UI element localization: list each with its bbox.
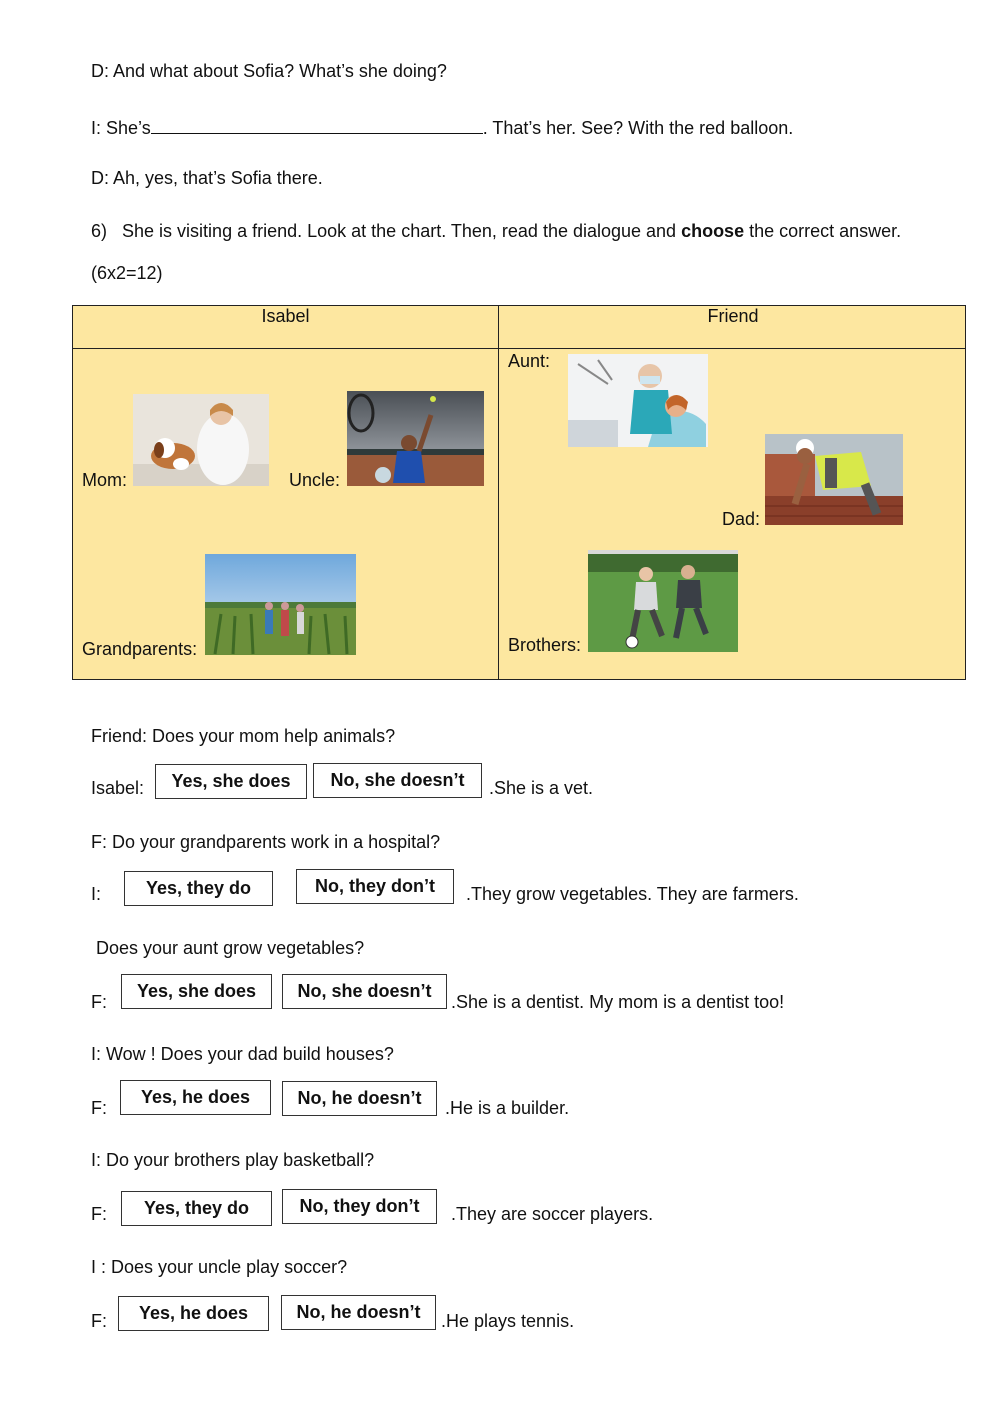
label-mom: Mom: — [82, 470, 127, 490]
builder-photo — [765, 434, 903, 525]
speaker-label: F: — [91, 1098, 107, 1118]
label-dad: Dad: — [722, 509, 761, 529]
option-no-button[interactable]: No, he doesn’t — [282, 1081, 437, 1116]
task-instruction — [91, 221, 901, 242]
task-number: 6) — [91, 221, 108, 241]
soccer-photo — [588, 550, 738, 652]
task-points: (6x2=12) — [91, 263, 163, 283]
family-jobs-chart — [72, 305, 966, 680]
question-aunt: Does your aunt grow vegetables? — [96, 938, 365, 958]
option-yes-button[interactable]: Yes, they do — [124, 871, 273, 906]
answer-suffix: . That’s her. See? With the red balloon. — [482, 118, 794, 138]
option-yes-button[interactable]: Yes, she does — [121, 974, 272, 1009]
answer-blank[interactable] — [151, 115, 483, 134]
speaker-label: F: — [91, 1311, 107, 1331]
option-no-button[interactable]: No, she doesn’t — [282, 974, 447, 1009]
answer-prefix: I: She’s — [91, 118, 151, 138]
chart-header-isabel: Isabel — [261, 306, 310, 326]
option-yes-button[interactable]: Yes, they do — [121, 1191, 272, 1226]
speaker-label: I: — [91, 884, 102, 904]
followup-text: .He is a builder. — [445, 1098, 570, 1118]
option-no-button[interactable]: No, they don’t — [282, 1189, 437, 1224]
option-no-button[interactable]: No, they don’t — [296, 869, 454, 904]
tennis-photo — [347, 391, 484, 486]
dialogue-line-sofia-answer — [91, 115, 793, 139]
speaker-label: Isabel: — [91, 778, 145, 798]
task-bold-word: choose — [681, 221, 745, 241]
question-mom: Friend: Does your mom help animals? — [91, 726, 396, 746]
label-brothers: Brothers: — [508, 635, 582, 655]
followup-text: .They grow vegetables. They are farmers. — [466, 884, 799, 904]
option-yes-button[interactable]: Yes, he does — [120, 1080, 271, 1115]
dialogue-line-sofia-question: D: And what about Sofia? What’s she doing? — [91, 61, 447, 81]
task-text-after: the correct answer. — [744, 221, 902, 241]
chart-header-friend: Friend — [707, 306, 759, 326]
option-yes-button[interactable]: Yes, she does — [155, 764, 307, 799]
label-uncle: Uncle: — [289, 470, 341, 490]
followup-text: .She is a vet. — [489, 778, 594, 798]
farmers-photo — [205, 554, 356, 655]
followup-text: .He plays tennis. — [441, 1311, 575, 1331]
label-grandparents: Grandparents: — [82, 639, 198, 659]
task-text-before: She is visiting a friend. Look at the chart. Then, read the dialogue and — [122, 221, 682, 241]
option-yes-button[interactable]: Yes, he does — [118, 1296, 269, 1331]
label-aunt: Aunt: — [508, 351, 551, 371]
speaker-label: F: — [91, 992, 107, 1012]
option-no-button[interactable]: No, he doesn’t — [281, 1295, 436, 1330]
chart-header-divider — [73, 348, 965, 349]
dentist-photo — [568, 354, 708, 447]
question-grandparents: F: Do your grandparents work in a hospital? — [91, 832, 441, 852]
option-no-button[interactable]: No, she doesn’t — [313, 763, 482, 798]
question-uncle: I : Does your uncle play soccer? — [91, 1257, 348, 1277]
followup-text: .She is a dentist. My mom is a dentist too! — [451, 992, 785, 1012]
vet-photo — [133, 394, 269, 486]
question-dad: I: Wow ! Does your dad build houses? — [91, 1044, 394, 1064]
question-brothers: I: Do your brothers play basketball? — [91, 1150, 375, 1170]
followup-text: .They are soccer players. — [451, 1204, 654, 1224]
dialogue-line-sofia-confirm: D: Ah, yes, that’s Sofia there. — [91, 168, 323, 188]
chart-column-divider — [498, 306, 499, 679]
speaker-label: F: — [91, 1204, 107, 1224]
